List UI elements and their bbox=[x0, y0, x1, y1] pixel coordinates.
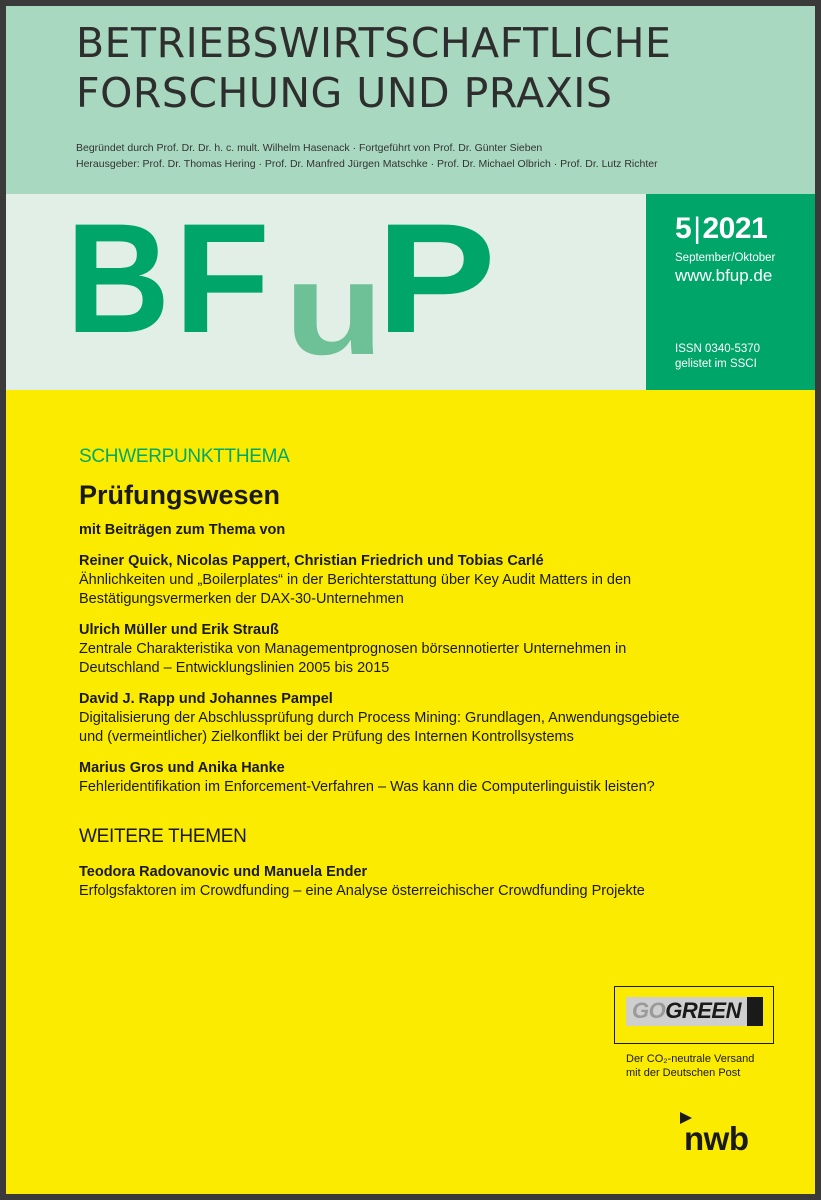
article-title-line1: Zentrale Charakteristika von Managementprognosen börsennotierter Unternehmen in bbox=[79, 641, 627, 657]
gogreen-badge bbox=[614, 986, 774, 1044]
issue-info-box bbox=[646, 194, 815, 390]
article-authors: Marius Gros und Anika Hanke bbox=[79, 760, 285, 776]
gogreen-go: GO bbox=[632, 998, 666, 1023]
gogreen-wordmark bbox=[632, 998, 741, 1024]
journal-title-line2: FORSCHUNG UND PRAXIS bbox=[76, 69, 613, 117]
logo-letter-b: B bbox=[66, 214, 170, 366]
article-authors: Teodora Radovanovic und Manuela Ender bbox=[79, 864, 368, 880]
more-section-label: WEITERE THEMEN bbox=[79, 826, 247, 847]
issue-number bbox=[675, 212, 767, 246]
article-title-line2: Deutschland – Entwicklungslinien 2005 bis 2015 bbox=[79, 660, 390, 676]
issue-separator: | bbox=[693, 212, 701, 245]
article-title-line1: Digitalisierung der Abschlussprüfung durch Process Mining: Grundlagen, Anwendungsgebiete bbox=[79, 710, 680, 726]
issn: ISSN 0340-5370 bbox=[675, 343, 761, 355]
logo-band bbox=[6, 194, 646, 390]
issue-months: September/Oktober bbox=[675, 252, 776, 264]
bfup-logo bbox=[66, 214, 506, 374]
article-title-line1: Erfolgsfaktoren im Crowdfunding – eine Analyse österreichischer Crowdfunding Projekte bbox=[79, 883, 645, 899]
focus-topic: Prüfungswesen bbox=[79, 480, 281, 510]
article-title-line2: Bestätigungsvermerken der DAX-30-Unternehmen bbox=[79, 591, 404, 607]
gogreen-green: GREEN bbox=[665, 998, 741, 1023]
issn-block bbox=[675, 342, 760, 372]
journal-header bbox=[6, 6, 815, 194]
editors-block bbox=[76, 140, 796, 172]
issue-year: 2021 bbox=[702, 212, 768, 245]
focus-intro: mit Beiträgen zum Thema von bbox=[79, 522, 286, 538]
logo-letter-f: F bbox=[174, 214, 270, 366]
article-authors: Reiner Quick, Nicolas Pappert, Christian Friedrich und Tobias Carlé bbox=[79, 553, 544, 569]
article-authors: Ulrich Müller und Erik Strauß bbox=[79, 622, 279, 638]
logo-letter-u: u bbox=[284, 235, 384, 374]
article-title-line1: Ähnlichkeiten und „Boilerplates“ in der Berichterstattung über Key Audit Matters in den bbox=[79, 572, 632, 588]
focus-section-label: SCHWERPUNKTTHEMA bbox=[79, 446, 290, 467]
article-entry bbox=[79, 552, 799, 609]
issue-number-value: 5 bbox=[675, 212, 692, 245]
article-title-line2: und (vermeintlicher) Zielkonflikt bei der Prüfung des Internen Kontrollsystems bbox=[79, 729, 574, 745]
article-entry bbox=[79, 759, 799, 797]
gogreen-label bbox=[626, 997, 763, 1026]
article-title-line1: Fehleridentifikation im Enforcement-Verfahren – Was kann die Computerlinguistik leisten? bbox=[79, 779, 655, 795]
logo-letter-p: P bbox=[376, 214, 496, 366]
journal-title-line1: BETRIEBSWIRTSCHAFTLICHE bbox=[76, 19, 672, 67]
founders-line: Begründet durch Prof. Dr. Dr. h. c. mult. Wilhelm Hasenack · Fortgeführt von Prof. Dr. Günter Sieben bbox=[76, 142, 543, 154]
journal-title bbox=[76, 18, 796, 118]
article-authors: David J. Rapp und Johannes Pampel bbox=[79, 691, 333, 707]
article-entry bbox=[79, 690, 799, 747]
gogreen-caption-line1: Der CO₂-neutrale Versand bbox=[626, 1053, 755, 1065]
gogreen-stripe bbox=[747, 997, 763, 1026]
publisher-name: nwb bbox=[684, 1120, 749, 1157]
gogreen-caption bbox=[626, 1052, 754, 1080]
website-link[interactable]: www.bfup.de bbox=[675, 266, 773, 285]
gogreen-caption-line2: mit der Deutschen Post bbox=[626, 1067, 741, 1079]
ssci-listing: gelistet im SSCI bbox=[675, 358, 757, 370]
article-entry bbox=[79, 621, 799, 678]
article-entry bbox=[79, 863, 799, 901]
editors-line: Herausgeber: Prof. Dr. Thomas Hering · Prof. Dr. Manfred Jürgen Matschke · Prof. Dr. Michael Olbrich · Prof. Dr. Lutz Richter bbox=[76, 158, 658, 170]
